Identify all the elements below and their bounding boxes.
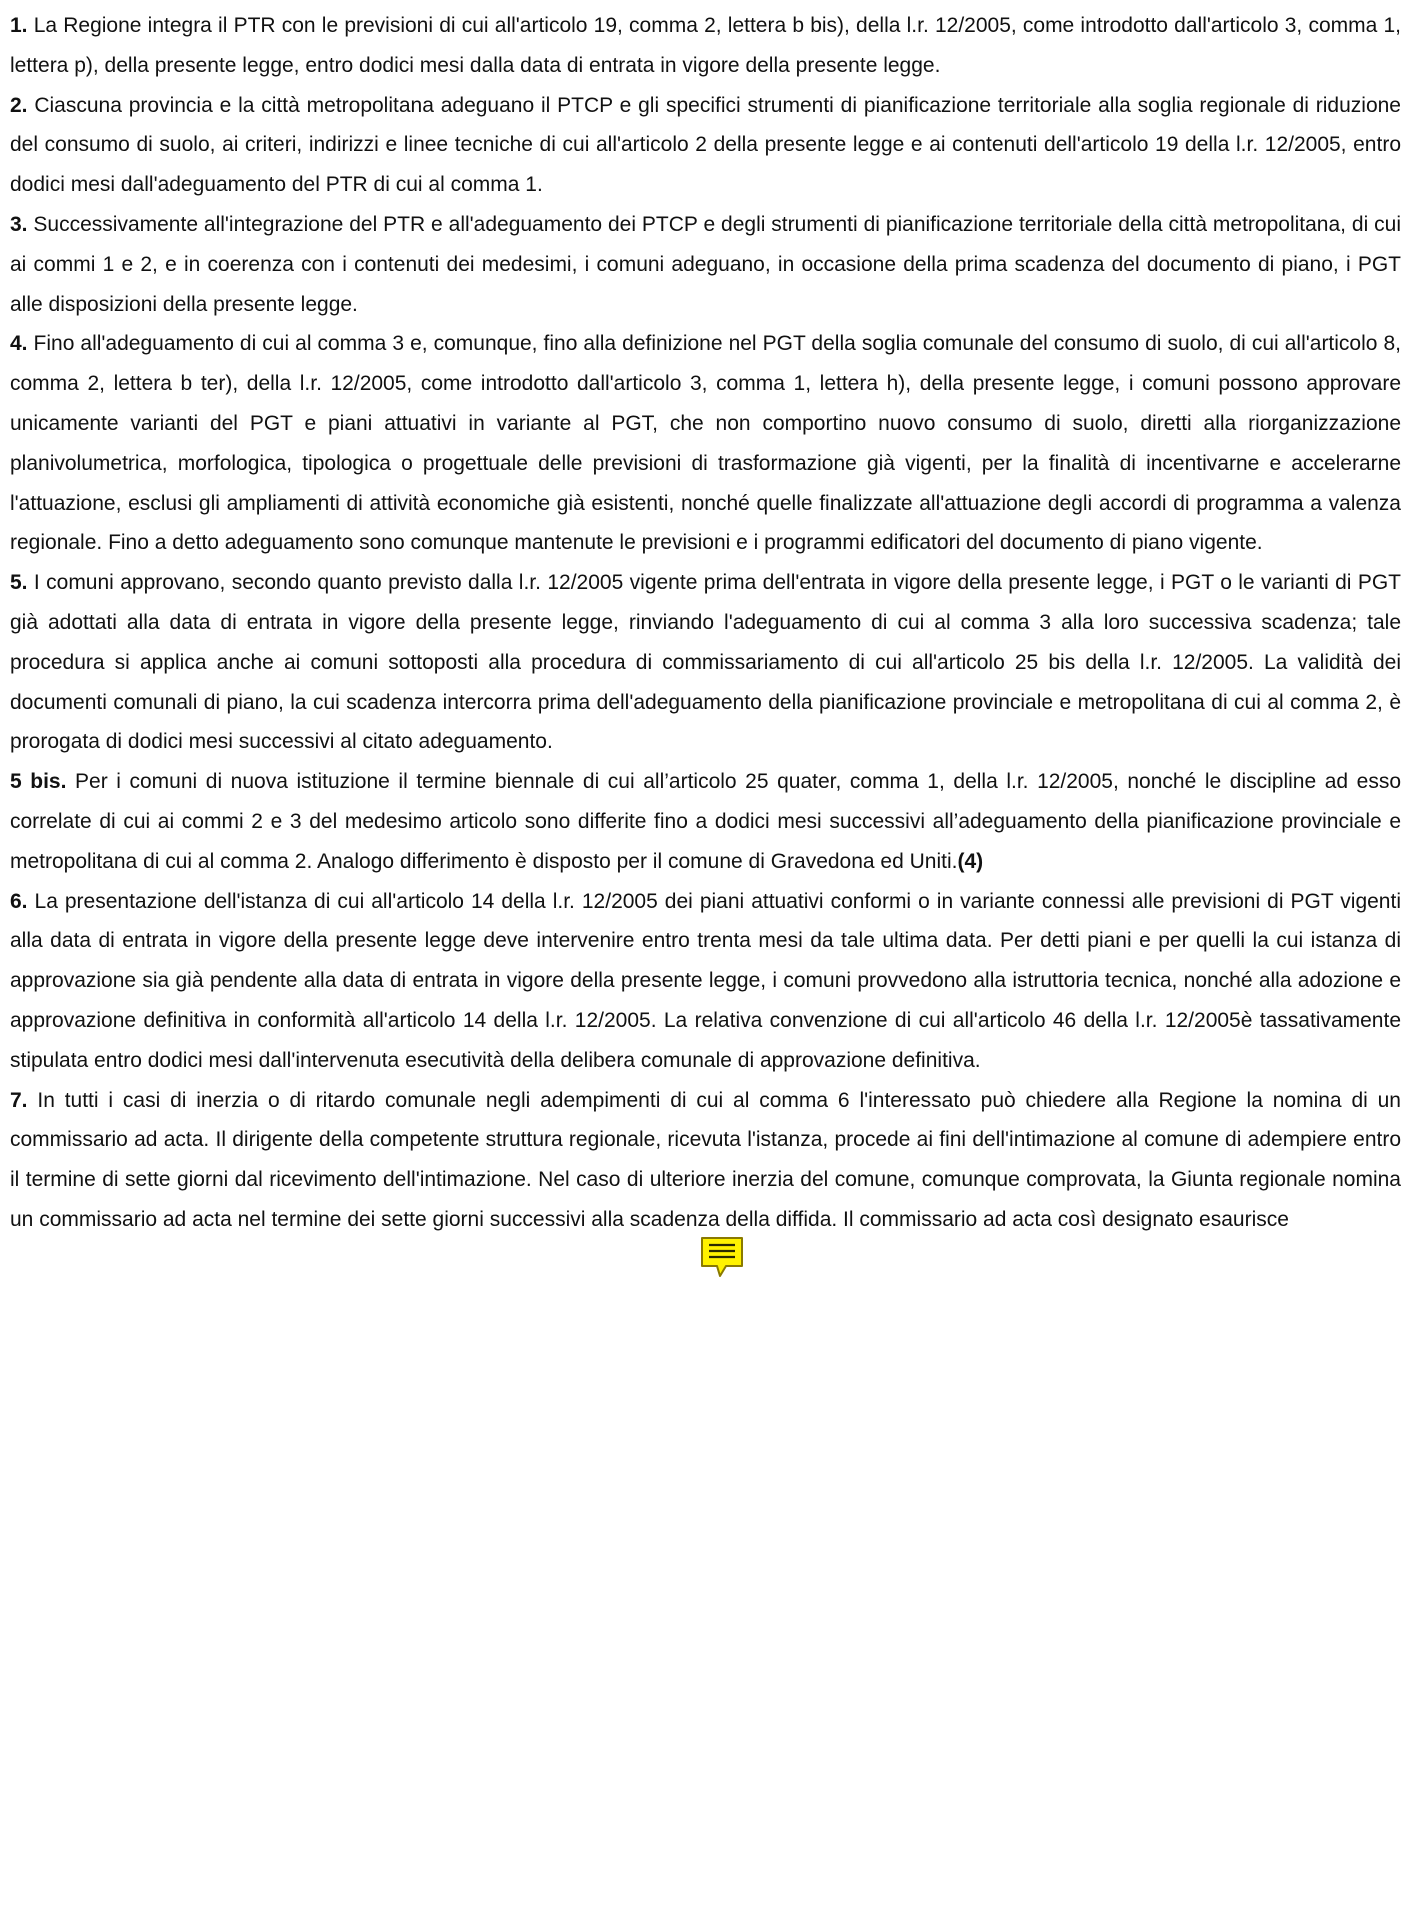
paragraph-4 bbox=[10, 324, 1401, 563]
paragraph-text: I comuni approvano, secondo quanto previsto dalla l.r. 12/2005 vigente prima dell'entrata in vigore della presente legge, i PGT o le varianti di PGT già adottati alla data di entrata in vigore della presente legge, rinviando l'adeguamento di cui al comma 3 alla loro successiva scadenza; tale procedura si applica anche ai comuni sottoposti alla procedura di commissariamento di cui all'articolo 25 bis della l.r. 12/2005. La validità dei documenti comunali di piano, la cui scadenza intercorra prima dell'adeguamento della pianificazione provinciale e metropolitana di cui al comma 2, è prorogata di dodici mesi successivi al citato adeguamento. bbox=[10, 571, 1401, 754]
paragraph-text: La presentazione dell'istanza di cui all'articolo 14 della l.r. 12/2005 dei piani attuativi conformi o in variante connessi alle previsioni di PGT vigenti alla data di entrata in vigore della presente legge deve intervenire entro trenta mesi da tale ultima data. Per detti piani e per quelli la cui istanza di approvazione sia già pendente alla data di entrata in vigore della presente legge, i comuni provvedono alla istruttoria tecnica, nonché alla adozione e approvazione definitiva in conformità all'articolo 14 della l.r. 12/2005. La relativa convenzione di cui all'articolo 46 della l.r. 12/2005è tassativamente stipulata entro dodici mesi dall'intervenuta esecutività della delibera comunale di approvazione definitiva. bbox=[10, 889, 1401, 1072]
paragraph-text: La Regione integra il PTR con le previsioni di cui all'articolo 19, comma 2, lettera b bis), della l.r. 12/2005, come introdotto dall'articolo 3, comma 1, lettera p), della presente legge, entro dodici mesi dalla data di entrata in vigore della presente legge. bbox=[10, 14, 1401, 77]
paragraph-6 bbox=[10, 882, 1401, 1081]
paragraph-1 bbox=[10, 6, 1401, 86]
paragraph-number: 2. bbox=[10, 93, 28, 117]
paragraph-number: 6. bbox=[10, 889, 28, 913]
paragraph-number: 5 bis. bbox=[10, 770, 67, 794]
paragraph-5-bis bbox=[10, 762, 1401, 881]
paragraph-text: Ciascuna provincia e la città metropolitana adeguano il PTCP e gli specifici strumenti di pianificazione territoriale alla soglia regionale di riduzione del consumo di suolo, ai criteri, indirizzi e linee tecniche di cui all'articolo 2 della presente legge e ai contenuti dell'articolo 19 della l.r. 12/2005, entro dodici mesi dall'adeguamento del PTR di cui al comma 1. bbox=[10, 93, 1401, 197]
paragraph-2 bbox=[10, 86, 1401, 205]
paragraph-text: Successivamente all'integrazione del PTR e all'adeguamento dei PTCP e degli strumenti di pianificazione territoriale della città metropolitana, di cui ai commi 1 e 2, e in coerenza con i contenuti dei medesimi, i comuni adeguano, in occasione della prima scadenza del documento di piano, i PGT alle disposizioni della presente legge. bbox=[10, 212, 1401, 316]
paragraph-text: Per i comuni di nuova istituzione il termine biennale di cui all’articolo 25 quater, comma 1, della l.r. 12/2005, nonché le discipline ad esso correlate di cui ai commi 2 e 3 del medesimo articolo sono differite fino a dodici mesi successivi all’adeguamento della pianificazione provinciale e metropolitana di cui al comma 2. Analogo differimento è disposto per il comune di Gravedona ed Uniti. bbox=[10, 770, 1401, 873]
paragraph-number: 3. bbox=[10, 212, 28, 236]
paragraph-text: Fino all'adeguamento di cui al comma 3 e, comunque, fino alla definizione nel PGT della soglia comunale del consumo di suolo, di cui all'articolo 8, comma 2, lettera b ter), della l.r. 12/2005, come introdotto dall'articolo 3, comma 1, lettera h), della presente legge, i comuni possono approvare unicamente varianti del PGT e piani attuativi in variante al PGT, che non comportino nuovo consumo di suolo, diretti alla riorganizzazione planivolumetrica, morfologica, tipologica o progettuale delle previsioni di trasformazione già vigenti, per la finalità di incentivarne e accelerarne l'attuazione, esclusi gli ampliamenti di attività economiche già esistenti, nonché quelle finalizzate all'attuazione degli accordi di programma a valenza regionale. Fino a detto adeguamento sono comunque mantenute le previsioni e i programmi edificatori del documento di piano vigente. bbox=[10, 332, 1401, 555]
paragraph-text: In tutti i casi di inerzia o di ritardo comunale negli adempimenti di cui al comma 6 l'interessato può chiedere alla Regione la nomina di un commissario ad acta. Il dirigente della competente struttura regionale, ricevuta l'istanza, procede ai fini dell'intimazione al comune di adempiere entro il termine di sette giorni dal ricevimento dell'intimazione. Nel caso di ulteriore inerzia del comune, comunque comprovata, la Giunta regionale nomina un commissario ad acta nel termine dei sette giorni successivi alla scadenza della diffida. Il commissario ad acta così designato esaurisce bbox=[10, 1088, 1401, 1231]
paragraph-number: 4. bbox=[10, 332, 28, 356]
footnote-reference[interactable]: (4) bbox=[957, 849, 984, 873]
paragraph-7 bbox=[10, 1081, 1401, 1240]
paragraph-number: 1. bbox=[10, 14, 28, 37]
paragraph-3 bbox=[10, 205, 1401, 324]
paragraph-5 bbox=[10, 563, 1401, 762]
sticky-note-graphic bbox=[700, 1236, 744, 1278]
paragraph-number: 7. bbox=[10, 1088, 28, 1112]
document-body bbox=[10, 6, 1401, 1240]
paragraph-number: 5. bbox=[10, 571, 28, 595]
sticky-note-icon[interactable] bbox=[700, 1236, 744, 1278]
